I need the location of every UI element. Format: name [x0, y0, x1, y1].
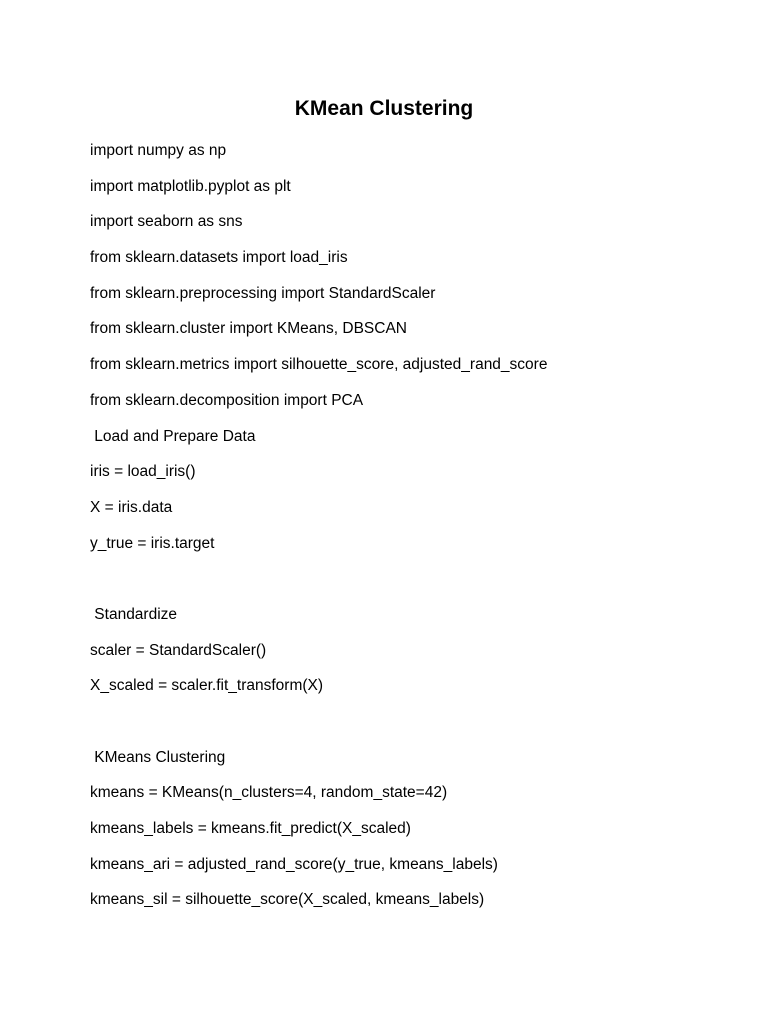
- code-line-import-metrics: from sklearn.metrics import silhouette_score, adjusted_rand_score: [90, 356, 548, 374]
- code-line-import-load-iris: from sklearn.datasets import load_iris: [90, 249, 348, 267]
- blank-line: [90, 567, 730, 591]
- code-line-import-standard-scaler: from sklearn.preprocessing import StandardScaler: [90, 284, 436, 302]
- section-heading-standardize: Standardize: [90, 605, 178, 623]
- code-line-kmeans-sil: kmeans_sil = silhouette_score(X_scaled, kmeans_labels): [90, 891, 485, 909]
- document-body: [90, 139, 730, 924]
- code-line-scaler: scaler = StandardScaler(): [90, 641, 267, 659]
- section-heading-load-data: Load and Prepare Data: [90, 427, 256, 445]
- code-line-iris-load: iris = load_iris(): [90, 463, 196, 481]
- document-title: KMean Clustering: [294, 97, 474, 120]
- code-line-import-pca: from sklearn.decomposition import PCA: [90, 391, 364, 409]
- blank-line: [90, 710, 730, 734]
- code-line-import-kmeans-dbscan: from sklearn.cluster import KMeans, DBSCAN: [90, 320, 407, 338]
- code-line-kmeans-labels: kmeans_labels = kmeans.fit_predict(X_scaled): [90, 820, 411, 838]
- code-line-x-scaled: X_scaled = scaler.fit_transform(X): [90, 677, 324, 695]
- code-line-y-true: y_true = iris.target: [90, 534, 215, 552]
- code-line-import-numpy: import numpy as np: [90, 142, 227, 159]
- code-line-import-seaborn: import seaborn as sns: [90, 213, 243, 231]
- code-line-import-matplotlib: import matplotlib.pyplot as plt: [90, 177, 291, 195]
- code-line-kmeans-ari: kmeans_ari = adjusted_rand_score(y_true, kmeans_labels): [90, 855, 498, 873]
- code-line-x-data: X = iris.data: [90, 498, 173, 516]
- section-heading-kmeans: KMeans Clustering: [90, 748, 226, 766]
- code-line-kmeans: kmeans = KMeans(n_clusters=4, random_state=42): [90, 784, 448, 802]
